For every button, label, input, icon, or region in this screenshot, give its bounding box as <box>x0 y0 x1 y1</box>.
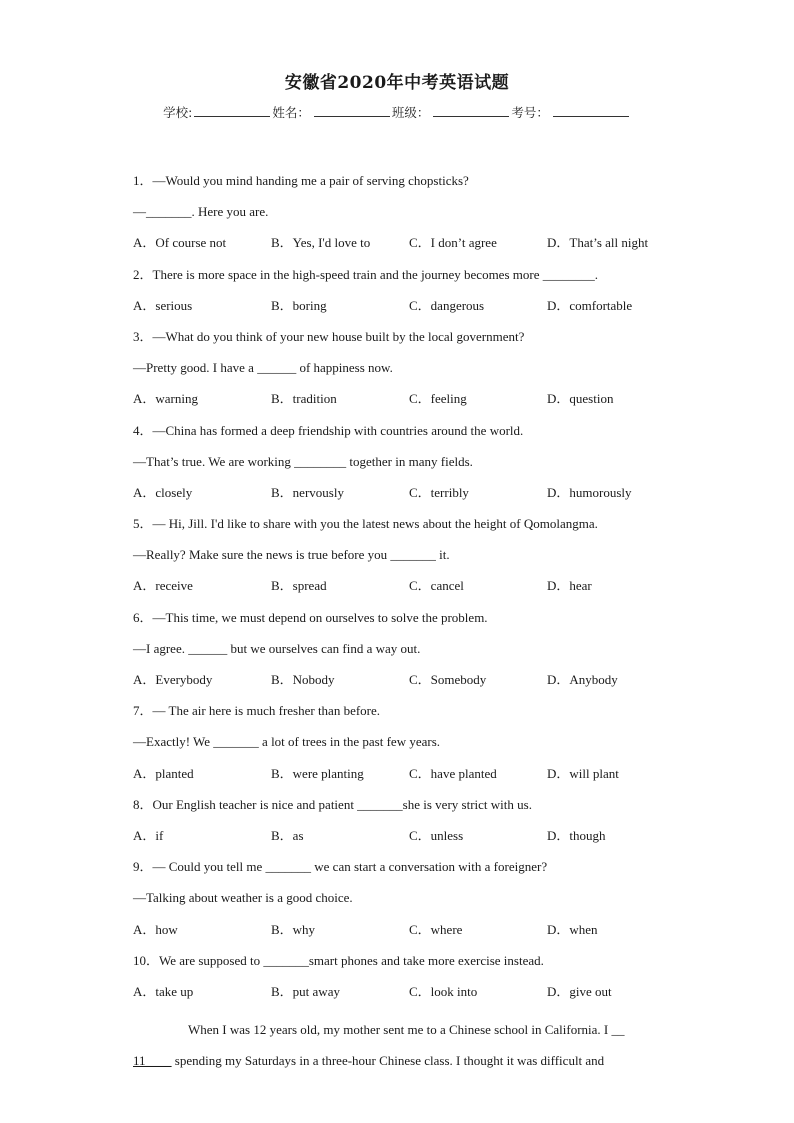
question-item <box>133 172 693 266</box>
answer-option-a[interactable]: A．receive <box>133 578 193 594</box>
question-item <box>133 952 693 1014</box>
answer-options <box>133 921 693 952</box>
answer-option-b[interactable]: B．spread <box>271 578 327 594</box>
question-item <box>133 858 693 952</box>
answer-option-c[interactable]: C．feeling <box>409 391 467 407</box>
question-stem: 1．—Would you mind handing me a pair of serving chopsticks? <box>133 173 469 188</box>
question-stem: 9．— Could you tell me _______ we can start a conversation with a foreigner? <box>133 859 548 875</box>
answer-option-b[interactable]: B．were planting <box>271 765 364 781</box>
answer-option-d[interactable]: D．Anybody <box>547 672 618 687</box>
answer-options <box>133 297 693 328</box>
page-title: 安徽省2020年中考英语试题 <box>284 73 510 93</box>
question-stem: 8．Our English teacher is nice and patient _______she is very strict with us. <box>133 796 532 812</box>
answer-options <box>133 671 693 702</box>
question-reply: —Exactly! We _______ a lot of trees in the past few years. <box>133 734 441 750</box>
cloze-passage <box>133 1014 663 1076</box>
student-info-row <box>0 103 794 121</box>
school-blank[interactable] <box>194 104 270 117</box>
answer-option-c[interactable]: C．where <box>409 921 463 937</box>
question-list <box>133 172 693 1014</box>
answer-option-c[interactable]: C．have planted <box>409 765 497 781</box>
answer-options <box>133 765 693 796</box>
answer-option-b[interactable]: B．Nobody <box>271 672 335 687</box>
answer-option-c[interactable]: C．unless <box>409 827 464 843</box>
answer-option-d[interactable]: D．will plant <box>547 765 619 781</box>
class-blank[interactable] <box>433 104 509 117</box>
question-item <box>133 328 693 422</box>
answer-options <box>133 390 693 421</box>
answer-option-a[interactable]: A．Of course not <box>133 235 227 251</box>
answer-option-a[interactable]: A．take up <box>133 983 194 999</box>
school-label: 学校: <box>163 105 193 120</box>
class-label: 班级： <box>391 105 430 120</box>
answer-option-b[interactable]: B．tradition <box>271 391 337 407</box>
answer-option-c[interactable]: C．I don’t agree <box>409 235 497 251</box>
answer-option-a[interactable]: A．Everybody <box>133 672 213 687</box>
answer-options <box>133 484 693 515</box>
question-stem: 3．—What do you think of your new house built by the local government? <box>133 328 525 344</box>
question-reply: —Talking about weather is a good choice. <box>133 890 353 906</box>
name-label: 姓名： <box>272 105 310 120</box>
answer-option-d[interactable]: D．when <box>547 921 598 937</box>
exam-no-blank[interactable] <box>553 104 629 117</box>
answer-option-d[interactable]: D．though <box>547 827 606 843</box>
question-reply: —_______. Here you are. <box>133 204 269 220</box>
answer-option-d[interactable]: D．give out <box>547 983 612 999</box>
answer-option-b[interactable]: B．put away <box>271 983 340 999</box>
answer-option-a[interactable]: A．closely <box>133 484 193 500</box>
question-stem: 10．We are supposed to _______smart phones and take more exercise instead. <box>133 952 544 968</box>
question-item <box>133 266 693 328</box>
answer-option-c[interactable]: C．cancel <box>409 578 464 594</box>
exam-no-label: 考号： <box>511 105 549 120</box>
answer-option-c[interactable]: C．dangerous <box>409 297 485 313</box>
question-reply: —That’s true. We are working ________ together in many fields. <box>133 453 473 469</box>
answer-option-a[interactable]: A．how <box>133 921 178 937</box>
question-item <box>133 796 693 858</box>
answer-option-b[interactable]: B．nervously <box>271 484 344 500</box>
question-item <box>133 422 693 516</box>
question-stem: 4．—China has formed a deep friendship with countries around the world. <box>133 422 524 438</box>
passage-line-2 <box>133 1045 663 1076</box>
question-item <box>133 515 693 609</box>
answer-option-a[interactable]: A．if <box>133 827 164 843</box>
answer-options <box>133 234 693 265</box>
answer-option-b[interactable]: B．Yes, I'd love to <box>271 235 371 251</box>
answer-option-d[interactable]: D．comfortable <box>547 297 633 313</box>
answer-option-d[interactable]: D．humorously <box>547 484 632 500</box>
question-item <box>133 609 693 703</box>
question-reply: —Pretty good. I have a ______ of happiness now. <box>133 360 393 376</box>
passage-line-2-text: spending my Saturdays in a three-hour Chinese class. I thought it was difficult and <box>171 1053 605 1068</box>
answer-option-a[interactable]: A．serious <box>133 297 193 313</box>
question-item <box>133 702 693 796</box>
question-stem: 6．—This time, we must depend on ourselves to solve the problem. <box>133 609 488 625</box>
answer-option-d[interactable]: D．That’s all night <box>547 235 649 251</box>
answer-option-d[interactable]: D．question <box>547 391 614 407</box>
answer-option-b[interactable]: B．why <box>271 921 316 937</box>
question-reply: —I agree. ______ but we ourselves can find a way out. <box>133 640 421 656</box>
question-reply: —Really? Make sure the news is true before you _______ it. <box>133 547 450 563</box>
answer-option-c[interactable]: C．look into <box>409 983 478 999</box>
answer-option-a[interactable]: A．warning <box>133 391 198 407</box>
question-stem: 5．— Hi, Jill. I'd like to share with you the latest news about the height of Qomolangma. <box>133 516 598 532</box>
answer-option-b[interactable]: B．boring <box>271 297 327 313</box>
passage-blank-11: 11____ <box>133 1053 172 1068</box>
answer-options <box>133 577 693 608</box>
name-blank[interactable] <box>314 104 390 117</box>
question-stem: 2．There is more space in the high-speed train and the journey becomes more ________. <box>133 266 598 282</box>
passage-line-1: When I was 12 years old, my mother sent me to a Chinese school in California. I __ <box>188 1022 625 1037</box>
answer-option-c[interactable]: C．terribly <box>409 484 469 500</box>
answer-option-a[interactable]: A．planted <box>133 765 194 781</box>
answer-options <box>133 827 693 858</box>
answer-options <box>133 983 693 1014</box>
answer-option-c[interactable]: C．Somebody <box>409 672 487 687</box>
answer-option-b[interactable]: B．as <box>271 827 304 843</box>
answer-option-d[interactable]: D．hear <box>547 578 592 594</box>
question-stem: 7．— The air here is much fresher than before. <box>133 703 381 719</box>
